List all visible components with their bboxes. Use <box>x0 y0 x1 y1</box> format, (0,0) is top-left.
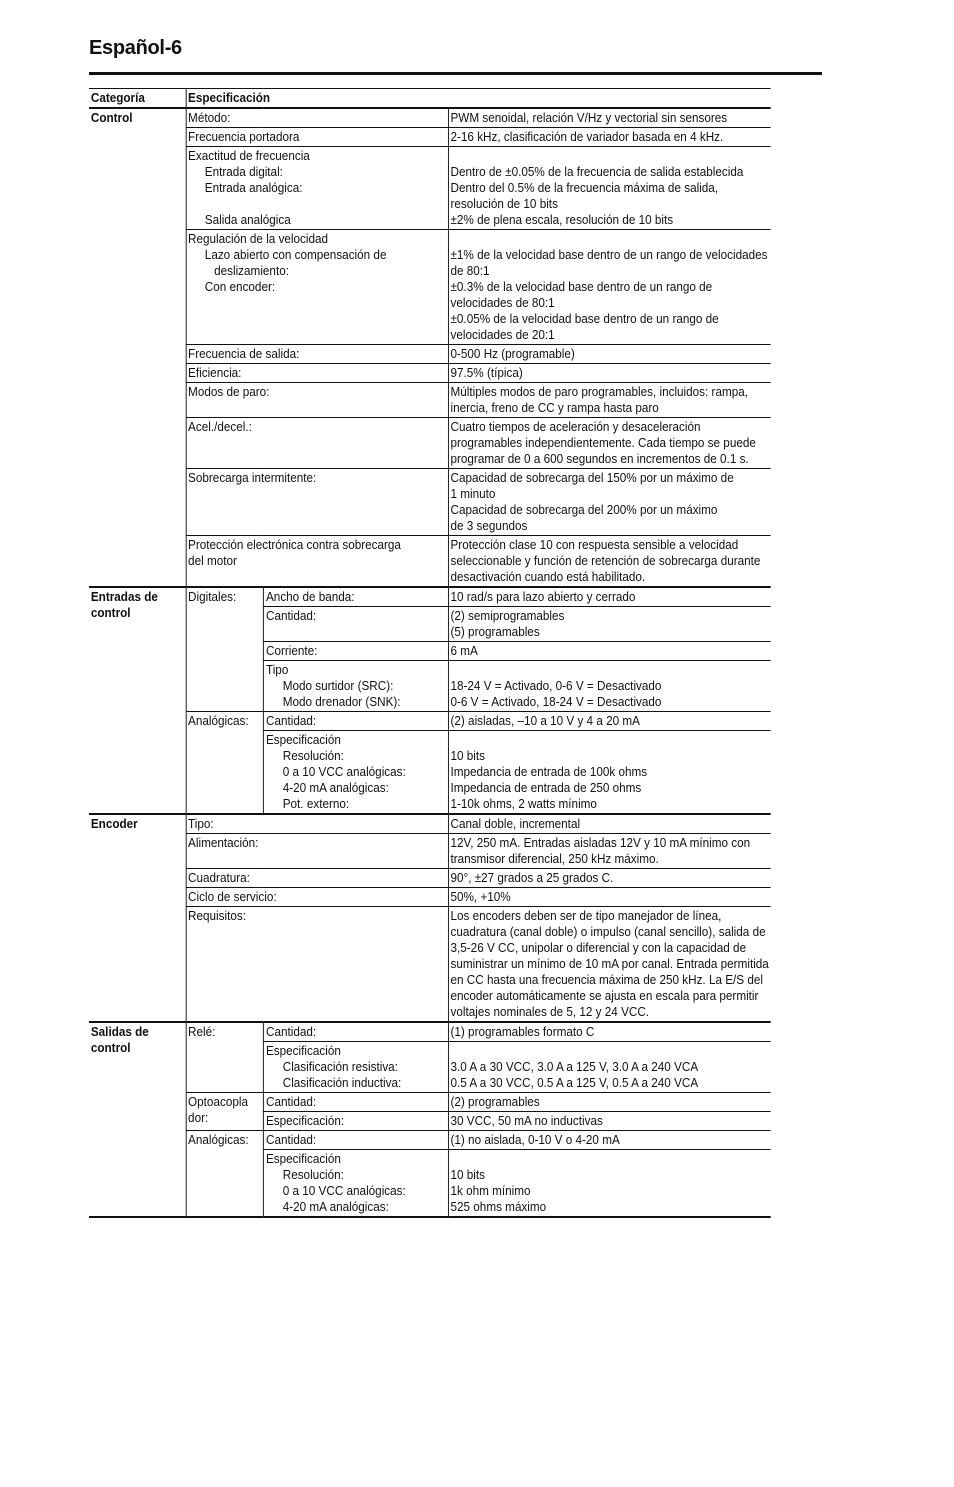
spec-value <box>448 1042 771 1093</box>
table-row <box>89 108 771 128</box>
group-label: Analógicas: <box>186 712 264 815</box>
table-row <box>89 230 771 345</box>
group-label-line: dor: <box>188 1111 209 1125</box>
spec-value-line: Dentro de ±0.05% de la frecuencia de salida establecida <box>450 165 744 179</box>
spec-value: 0-500 Hz (programable) <box>448 345 771 364</box>
spec-label-line: Modo surtidor (SRC): <box>282 679 394 693</box>
spec-label: Sobrecarga intermitente: <box>186 469 448 536</box>
spec-value <box>448 230 771 345</box>
spec-value-line: cuadratura (canal doble) o impulso (canal sencillo), salida de <box>450 925 766 939</box>
table-row <box>89 364 771 383</box>
spec-value: 10 rad/s para lazo abierto y cerrado <box>448 587 771 607</box>
spec-label-line: 4-20 mA analógicas: <box>282 1200 389 1214</box>
spec-value <box>448 834 771 869</box>
spec-value-line: velocidades de 80:1 <box>450 296 555 310</box>
group-label-line: Optoacopla <box>188 1095 248 1109</box>
spec-value-line: 10 bits <box>450 1168 486 1182</box>
spec-label-line: Exactitud de frecuencia <box>188 149 310 163</box>
category-line: control <box>90 1041 131 1055</box>
spec-value-line: ±2% de plena escala, resolución de 10 bits <box>450 213 674 227</box>
spec-label: Frecuencia portadora <box>186 128 448 147</box>
page-title: Español-6 <box>89 37 182 59</box>
table-row <box>89 907 771 1023</box>
spec-label-line: Con encoder: <box>204 280 276 294</box>
spec-value-line: 12V, 250 mA. Entradas aisladas 12V y 10 mA mínimo con <box>450 836 751 850</box>
spec-value-line: programables independientemente. Cada tiempo se puede <box>450 436 756 450</box>
spec-value-line: Múltiples modos de paro programables, incluidos: rampa, <box>450 385 749 399</box>
spec-label: Alimentación: <box>186 834 448 869</box>
spec-label <box>186 230 448 345</box>
spec-label: Frecuencia de salida: <box>186 345 448 364</box>
group-label: Relé: <box>186 1022 264 1093</box>
spec-value <box>448 1150 771 1218</box>
spec-label <box>264 731 449 815</box>
spec-value-line: en CC hasta una frecuencia máxima de 250 kHz. La E/S del <box>450 973 764 987</box>
category-entradas <box>89 587 186 814</box>
spec-value-line: velocidades de 20:1 <box>450 328 555 342</box>
spec-value: 2-16 kHz, clasificación de variador basada en 4 kHz. <box>448 128 771 147</box>
spec-value-line: voltajes nominales de 5, 12 y 24 VCC. <box>450 1005 650 1019</box>
header-category: Categoría <box>89 89 186 109</box>
spec-value-line: 1-10k ohms, 2 watts mínimo <box>450 797 597 811</box>
spec-label-line: Clasificación resistiva: <box>282 1060 398 1074</box>
spec-label-line: Regulación de la velocidad <box>188 232 329 246</box>
spec-value: 6 mA <box>448 642 771 661</box>
spec-label: Ancho de banda: <box>264 587 449 607</box>
spec-value: 50%, +10% <box>448 888 771 907</box>
spec-value-line: 0.5 A a 30 VCC, 0.5 A a 125 V, 0.5 A a 240 VCA <box>450 1076 699 1090</box>
group-label: Analógicas: <box>186 1131 264 1218</box>
spec-value: 30 VCC, 50 mA no inductivas <box>448 1112 771 1131</box>
spec-value-line: encoder automáticamente se ajusta en escala para permitir <box>450 989 759 1003</box>
spec-label-line: Resolución: <box>282 1168 344 1182</box>
group-label <box>186 1093 264 1131</box>
spec-value <box>448 147 771 230</box>
spec-label-line: del motor <box>188 554 237 568</box>
table-row <box>89 1131 771 1150</box>
spec-label: Corriente: <box>264 642 449 661</box>
category-line: Salidas de <box>90 1025 149 1039</box>
spec-value: (1) programables formato C <box>448 1022 771 1042</box>
spec-value-line: de 80:1 <box>450 264 490 278</box>
spec-value-line: Cuatro tiempos de aceleración y desaceleración <box>450 420 701 434</box>
spec-value <box>448 731 771 815</box>
table-row <box>89 587 771 607</box>
spec-label: Ciclo de servicio: <box>186 888 448 907</box>
spec-label-line: Clasificación inductiva: <box>282 1076 402 1090</box>
spec-value-line: (2) semiprogramables <box>450 609 565 623</box>
spec-value-line: Los encoders deben ser de tipo manejador de línea, <box>450 909 722 923</box>
spec-label-line: deslizamiento: <box>214 264 289 278</box>
spec-label-line: Lazo abierto con compensación de <box>204 248 387 262</box>
spec-label <box>186 147 448 230</box>
spec-label: Modos de paro: <box>186 383 448 418</box>
spec-value: 97.5% (típica) <box>448 364 771 383</box>
spec-value-line: inercia, freno de CC y rampa hasta paro <box>450 401 659 415</box>
spec-value-line: ±0.3% de la velocidad base dentro de un rango de <box>450 280 713 294</box>
spec-value: (2) programables <box>448 1093 771 1112</box>
spec-value-line: suministrar un mínimo de 10 mA por canal. Entrada permitida <box>450 957 769 971</box>
top-rule <box>89 72 822 75</box>
header-specification: Especificación <box>186 89 771 109</box>
spec-value: 90°, ±27 grados a 25 grados C. <box>448 869 771 888</box>
spec-label: Tipo: <box>186 814 448 834</box>
spec-label: Especificación: <box>264 1112 449 1131</box>
table-row <box>89 383 771 418</box>
spec-value-line: transmisor diferencial, 250 kHz máximo. <box>450 852 659 866</box>
spec-value-line: de 3 segundos <box>450 519 528 533</box>
table-row <box>89 418 771 469</box>
spec-label-line: Entrada digital: <box>204 165 283 179</box>
spec-value <box>448 383 771 418</box>
table-row <box>89 128 771 147</box>
spec-label-line: 4-20 mA analógicas: <box>282 781 389 795</box>
spec-value <box>448 469 771 536</box>
table-row <box>89 345 771 364</box>
spec-label-line: Pot. externo: <box>282 797 350 811</box>
category-salidas <box>89 1022 186 1217</box>
spec-label: Cuadratura: <box>186 869 448 888</box>
spec-value-line: Impedancia de entrada de 100k ohms <box>450 765 648 779</box>
category-control: Control <box>90 111 133 125</box>
spec-value-line: 0-6 V = Activado, 18-24 V = Desactivado <box>450 695 662 709</box>
spec-value-line: (5) programables <box>450 625 540 639</box>
spec-value: Canal doble, incremental <box>448 814 771 834</box>
spec-value <box>448 607 771 642</box>
spec-label <box>264 1042 449 1093</box>
spec-label-line: 0 a 10 VCC analógicas: <box>282 1184 406 1198</box>
table-header-row <box>89 89 771 109</box>
spec-value-line: 525 ohms máximo <box>450 1200 547 1214</box>
spec-label-line: Modo drenador (SNK): <box>282 695 401 709</box>
spec-value: (1) no aislada, 0-10 V o 4-20 mA <box>448 1131 771 1150</box>
table-row <box>89 1022 771 1042</box>
spec-value <box>448 536 771 587</box>
spec-value <box>448 907 771 1023</box>
table-row <box>89 834 771 869</box>
spec-value: PWM senoidal, relación V/Hz y vectorial sin sensores <box>448 108 771 128</box>
spec-label: Método: <box>186 108 448 128</box>
spec-value-line: Dentro del 0.5% de la frecuencia máxima de salida, <box>450 181 719 195</box>
spec-value: (2) aisladas, –10 a 10 V y 4 a 20 mA <box>448 712 771 731</box>
spec-label-line: Protección electrónica contra sobrecarga <box>188 538 401 552</box>
spec-value-line: Protección clase 10 con respuesta sensible a velocidad <box>450 538 739 552</box>
spec-label: Cantidad: <box>264 712 449 731</box>
spec-value-line: 1 minuto <box>450 487 496 501</box>
spec-value <box>448 661 771 712</box>
spec-label: Cantidad: <box>264 1022 449 1042</box>
spec-label-line: Resolución: <box>282 749 344 763</box>
spec-label-line: Salida analógica <box>204 213 291 227</box>
spec-label-line: 0 a 10 VCC analógicas: <box>282 765 406 779</box>
spec-value-line: Capacidad de sobrecarga del 150% por un máximo de <box>450 471 734 485</box>
spec-value-line: ±1% de la velocidad base dentro de un rango de velocidades <box>450 248 768 262</box>
spec-value-line: desactivación cuando está habilitado. <box>450 570 646 584</box>
table-row <box>89 469 771 536</box>
spec-value-line: Capacidad de sobrecarga del 200% por un máximo <box>450 503 718 517</box>
spec-label <box>186 536 448 587</box>
spec-label <box>264 661 449 712</box>
spec-value-line: Impedancia de entrada de 250 ohms <box>450 781 642 795</box>
spec-label-line: Entrada analógica: <box>204 181 303 195</box>
spec-value <box>448 418 771 469</box>
spec-value-line: 3,5-26 V CC, unipolar o diferencial y con la capacidad de <box>450 941 747 955</box>
spec-table <box>89 88 771 1218</box>
spec-label-line: Especificación <box>265 733 341 747</box>
table-row <box>89 712 771 731</box>
spec-value-line: seleccionable y función de retención de sobrecarga durante <box>450 554 761 568</box>
spec-value-line: 10 bits <box>450 749 486 763</box>
category-encoder: Encoder <box>89 814 186 1022</box>
spec-label: Eficiencia: <box>186 364 448 383</box>
table-row <box>89 888 771 907</box>
category-line: Entradas de <box>90 590 158 604</box>
table-row <box>89 147 771 230</box>
spec-value-line: 3.0 A a 30 VCC, 3.0 A a 125 V, 3.0 A a 240 VCA <box>450 1060 699 1074</box>
spec-label: Acel./decel.: <box>186 418 448 469</box>
spec-label: Cantidad: <box>264 1093 449 1112</box>
category-line: control <box>90 606 131 620</box>
table-row <box>89 1093 771 1112</box>
table-row <box>89 536 771 587</box>
spec-value-line: ±0.05% de la velocidad base dentro de un rango de <box>450 312 719 326</box>
spec-label-line: Especificación <box>265 1152 341 1166</box>
spec-label-line: Especificación <box>265 1044 341 1058</box>
table-row <box>89 814 771 834</box>
spec-label <box>264 1150 449 1218</box>
spec-value-line: programar de 0 a 600 segundos en incrementos de 0.1 s. <box>450 452 749 466</box>
spec-label: Cantidad: <box>264 607 449 642</box>
spec-value-line: resolución de 10 bits <box>450 197 558 211</box>
table-row <box>89 869 771 888</box>
group-label: Digitales: <box>186 587 264 712</box>
spec-label: Requisitos: <box>186 907 448 1023</box>
spec-value-line: 1k ohm mínimo <box>450 1184 531 1198</box>
spec-label: Cantidad: <box>264 1131 449 1150</box>
spec-label-line: Tipo <box>265 663 289 677</box>
spec-value-line: 18-24 V = Activado, 0-6 V = Desactivado <box>450 679 662 693</box>
